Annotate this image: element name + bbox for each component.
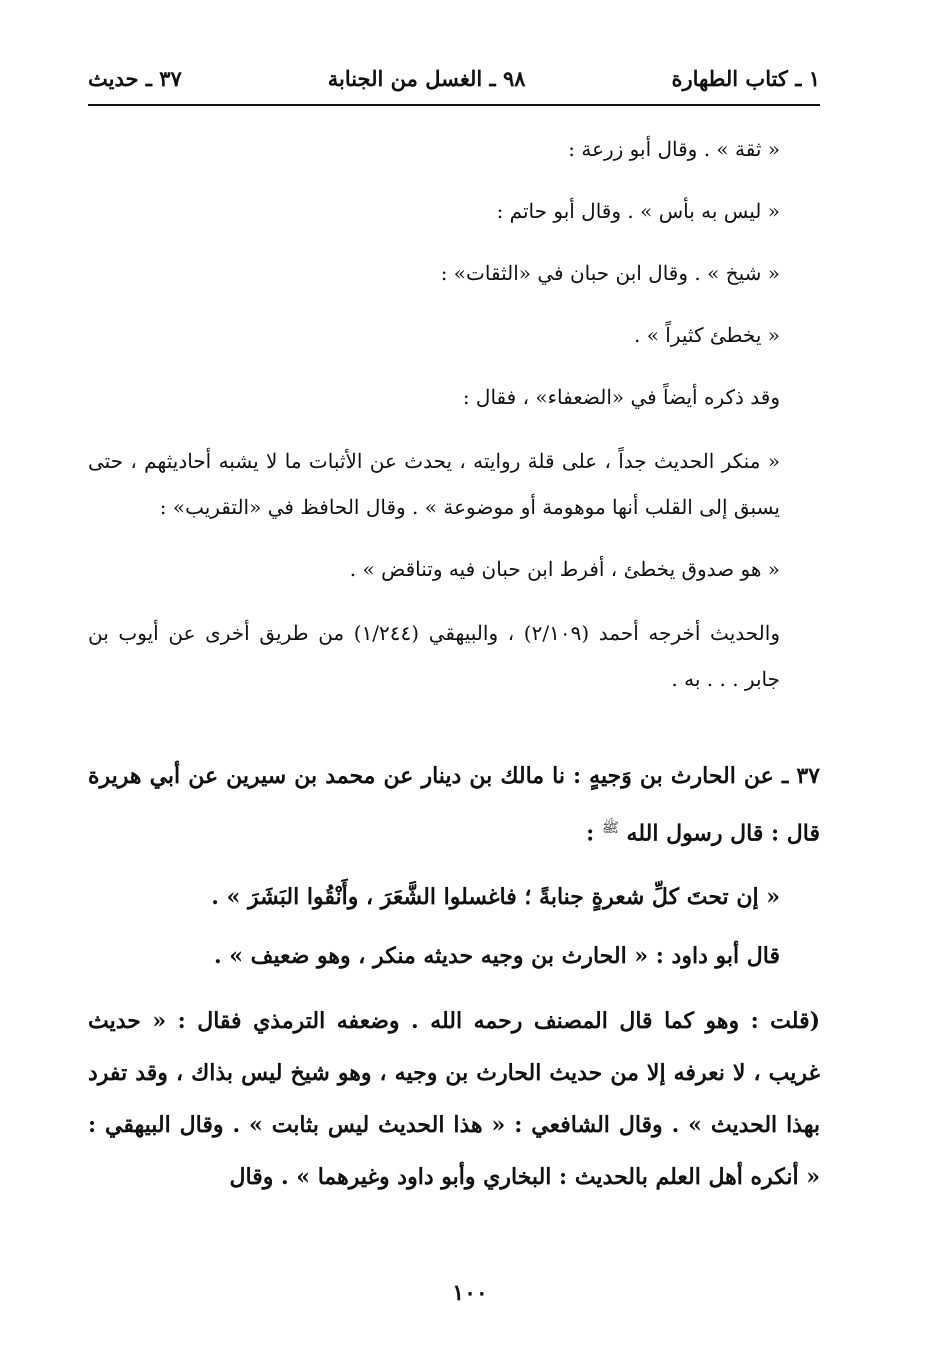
text-line: « هو صدوق يخطئ ، أفرط ابن حبان فيه وتناقض » . bbox=[349, 557, 780, 581]
text-line: « ثقة » . وقال أبو زرعة : bbox=[568, 137, 780, 161]
salutation-glyph: ﷺ bbox=[601, 820, 619, 836]
hadith-37-isnad bbox=[88, 750, 820, 859]
isnad-colon: : bbox=[586, 820, 595, 847]
text-line: « ليس به بأس » . وقال أبو حاتم : bbox=[496, 199, 780, 223]
text-line: « يخطئ كثيراً » . bbox=[634, 323, 780, 347]
text-line: « شيخ » . وقال ابن حبان في «الثقات» : bbox=[440, 261, 780, 285]
page-body bbox=[88, 118, 820, 1211]
header-rule bbox=[88, 104, 820, 106]
text-line: وقد ذكره أيضاً في «الضعفاء» ، فقال : bbox=[462, 385, 780, 409]
running-head bbox=[88, 58, 820, 98]
header-chapter-title: ٩٨ ـ الغسل من الجنابة bbox=[327, 65, 526, 91]
paragraph: والحديث أخرجه أحمد (٢/١٠٩) ، والبيهقي (١/٢٤٤) من طريق أخرى عن أيوب بن جابر . . . به . bbox=[88, 621, 780, 691]
commentary-note: (قلت : وهو كما قال المصنف رحمه الله . وضعفه الترمذي فقال : « حديث غريب ، لا نعرفه إلا من حديث الحارث بن وجيه ، وهو شيخ ليس بذاك ، وقد تفرد بهذا الحديث » . وقال الشافعي : « هذا الحديث ليس بثابت » . وقال البيهقي : « أنكره أهل العلم بالحديث : البخاري وأبو داود وغيرهما » . وقال bbox=[88, 1008, 820, 1191]
abu-dawud-comment: قال أبو داود : « الحارث بن وجيه حديثه منكر ، وهو ضعيف » . bbox=[213, 943, 780, 970]
header-hadith-number: ٣٧ ـ حديث bbox=[88, 65, 182, 91]
isnad-text: ٣٧ ـ عن الحارث بن وَجيهٍ : نا مالك بن دينار عن محمد بن سيرين عن أبي هريرة قال : قال رسول الله bbox=[88, 763, 820, 847]
header-book-title: ١ ـ كتاب الطهارة bbox=[671, 65, 820, 91]
hadith-matn: « إن تحتَ كلِّ شعرةٍ جنابةً ؛ فاغسلوا الشَّعَرَ ، وأَنْقُوا البَشَرَ » . bbox=[211, 884, 780, 911]
page-number: ١٠٠ bbox=[452, 1280, 488, 1306]
paragraph: « منكر الحديث جداً ، على قلة روايته ، يحدث عن الأثبات ما لا يشبه أحاديثهم ، حتى يسبق إلى القلب أنها موهومة أو موضوعة » . وقال الحافظ في «التقريب» : bbox=[88, 449, 780, 519]
section-gap bbox=[88, 710, 820, 740]
